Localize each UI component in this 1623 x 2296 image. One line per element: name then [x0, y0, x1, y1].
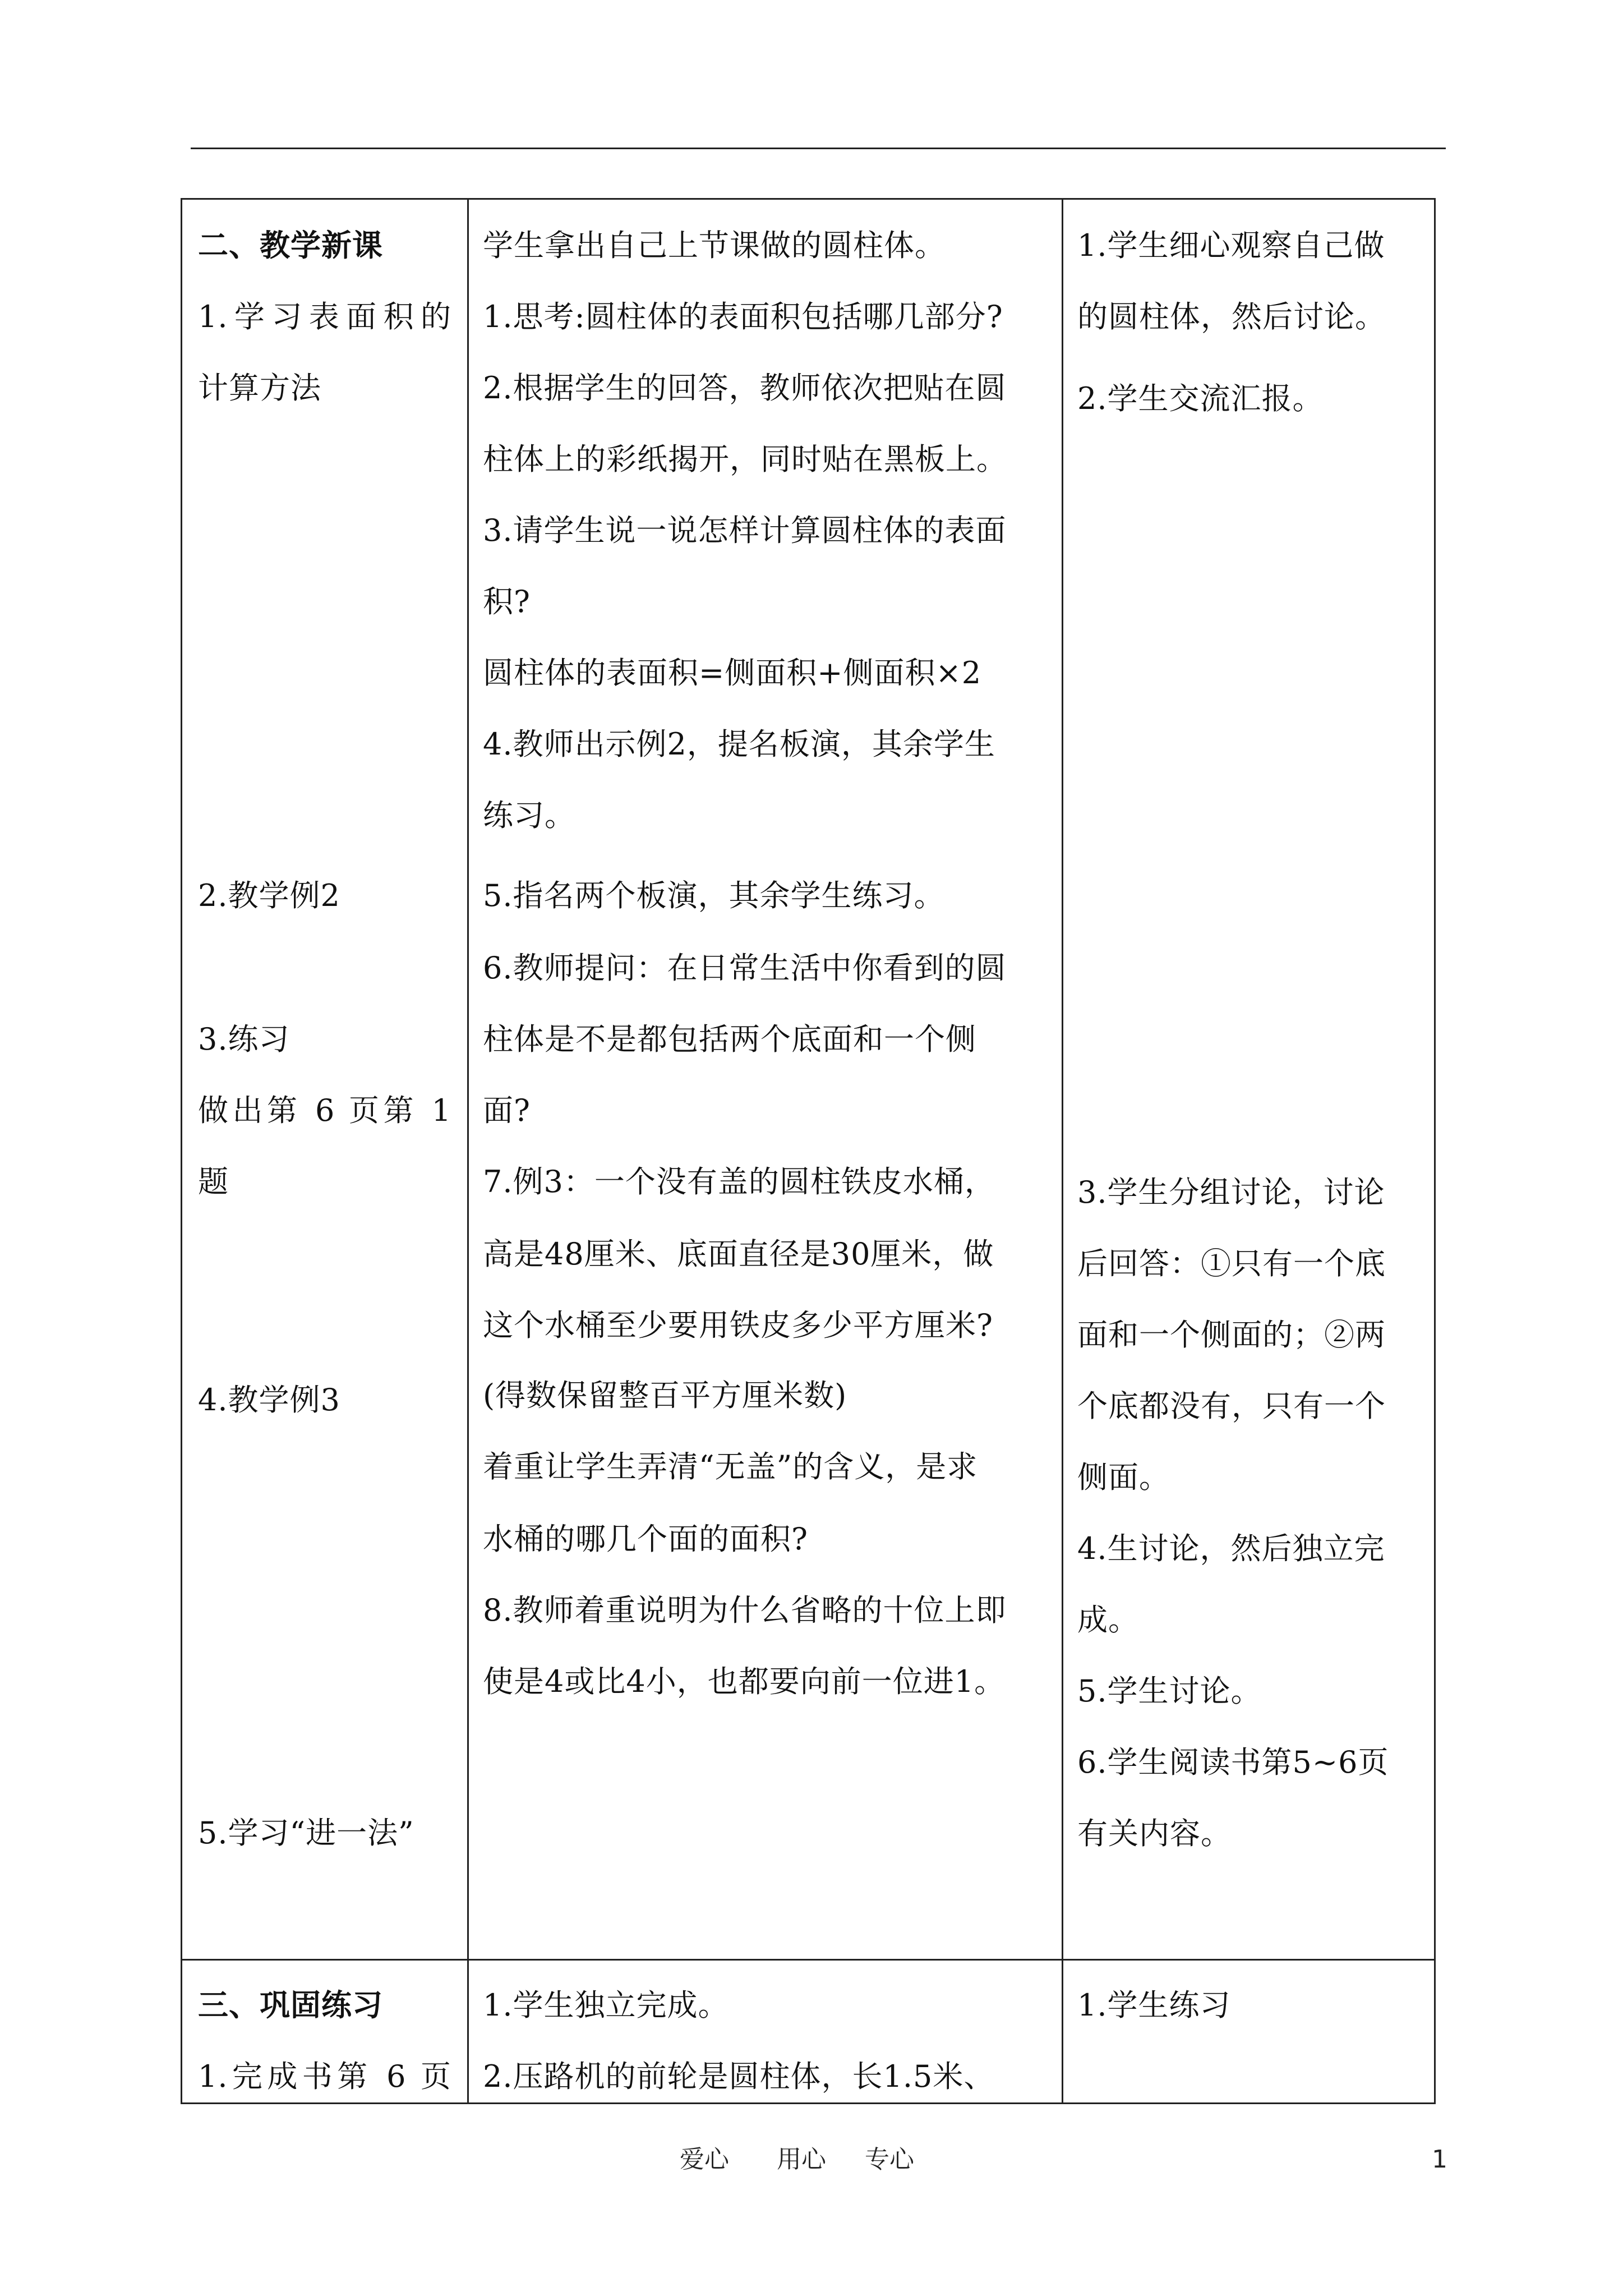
- teacher-activity-cell: [467, 200, 1062, 1959]
- cell-text-line: 题: [198, 1164, 229, 1199]
- cell-text-line: 1.学生细心观察自己做: [1077, 228, 1385, 263]
- cell-text-line: 积?: [483, 584, 531, 619]
- cell-text-line: 三、巩固练习: [198, 1987, 383, 2023]
- cell-text-line: 练习。: [483, 798, 575, 833]
- cell-text-line: 学生拿出自己上节课做的圆柱体。: [483, 228, 946, 263]
- cell-text-line: 1.学生独立完成。: [483, 1987, 729, 2023]
- cell-text-line: 3.学生分组讨论，讨论: [1077, 1175, 1385, 1210]
- cell-text-line: 2.压路机的前轮是圆柱体，长1.5米、: [483, 2059, 995, 2094]
- footer-motto-1: 爱心: [680, 2145, 729, 2174]
- cell-text-line: 7.例3：一个没有盖的圆柱铁皮水桶，: [483, 1164, 995, 1199]
- cell-text-line: 个底都没有，只有一个: [1077, 1388, 1386, 1424]
- cell-text-line: 1.思考:圆柱体的表面积包括哪几部分?: [483, 299, 1003, 334]
- cell-text-line: 使是4或比4小，也都要向前一位进1。: [483, 1664, 1006, 1699]
- cell-text-line: 1.学生练习: [1077, 1987, 1231, 2023]
- student-activity-cell: [1062, 200, 1434, 1959]
- cell-text-line: 着重让学生弄清“无盖”的含义，是求: [483, 1449, 978, 1484]
- cell-text-line: 有关内容。: [1077, 1816, 1232, 1851]
- cell-text-line: 面和一个侧面的；②两: [1077, 1317, 1386, 1352]
- header-rule: [191, 148, 1446, 149]
- cell-text-line: 2.学生交流汇报。: [1077, 381, 1324, 416]
- cell-text-line: 二、教学新课: [198, 228, 383, 263]
- lesson-plan-table: [181, 198, 1436, 2104]
- cell-text-line: 的圆柱体，然后讨论。: [1077, 299, 1386, 334]
- cell-text-line: 柱体上的彩纸揭开，同时贴在黑板上。: [483, 441, 1007, 477]
- cell-text-line: 8.教师着重说明为什么省略的十位上即: [483, 1593, 1007, 1628]
- page-number: 1: [1432, 2145, 1447, 2174]
- cell-text-line: (得数保留整百平方厘米数): [483, 1378, 847, 1413]
- footer-motto-2: 用心: [777, 2145, 826, 2174]
- cell-text-line: 6.学生阅读书第5~6页: [1077, 1745, 1389, 1780]
- cell-text-line: 5.指名两个板演，其余学生练习。: [483, 878, 945, 913]
- cell-text-line: 成。: [1077, 1602, 1139, 1637]
- cell-text-line: 5.学生讨论。: [1077, 1673, 1262, 1709]
- cell-text-line: 这个水桶至少要用铁皮多少平方厘米?: [483, 1308, 993, 1343]
- cell-text-line: 后回答：①只有一个底: [1077, 1246, 1386, 1281]
- cell-text-line: 4.教学例3: [198, 1382, 340, 1418]
- cell-text-line: 做出第 6 页第 1: [198, 1093, 451, 1128]
- cell-text-line: 2.根据学生的回答，教师依次把贴在圆: [483, 370, 1007, 406]
- student-activity-cell: [1062, 1959, 1434, 2102]
- cell-text-line: 4.生讨论，然后独立完: [1077, 1531, 1385, 1566]
- teacher-activity-cell: [467, 1959, 1062, 2102]
- cell-text-line: 1.学习表面积的: [198, 299, 451, 334]
- cell-text-line: 5.学习“进一法”: [198, 1815, 414, 1851]
- cell-text-line: 1.完成书第 6 页: [198, 2059, 451, 2094]
- cell-text-line: 柱体是不是都包括两个底面和一个侧: [483, 1022, 976, 1057]
- cell-text-line: 圆柱体的表面积=侧面积+侧面积×2: [483, 655, 982, 691]
- cell-text-line: 面?: [483, 1093, 531, 1128]
- cell-text-line: 水桶的哪几个面的面积?: [483, 1521, 808, 1557]
- cell-text-line: 2.教学例2: [198, 878, 340, 913]
- teaching-step-cell: [182, 1959, 467, 2102]
- cell-text-line: 高是48厘米、底面直径是30厘米，做: [483, 1236, 994, 1272]
- footer-motto-3: 专心: [865, 2145, 914, 2174]
- cell-text-line: 计算方法: [198, 370, 321, 406]
- cell-text-line: 3.请学生说一说怎样计算圆柱体的表面: [483, 513, 1007, 548]
- cell-text-line: 3.练习: [198, 1022, 290, 1057]
- teaching-step-cell: [182, 200, 467, 1959]
- cell-text-line: 6.教师提问：在日常生活中你看到的圆: [483, 950, 1007, 986]
- cell-text-line: 4.教师出示例2，提名板演，其余学生: [483, 726, 995, 762]
- cell-text-line: 侧面。: [1077, 1460, 1170, 1495]
